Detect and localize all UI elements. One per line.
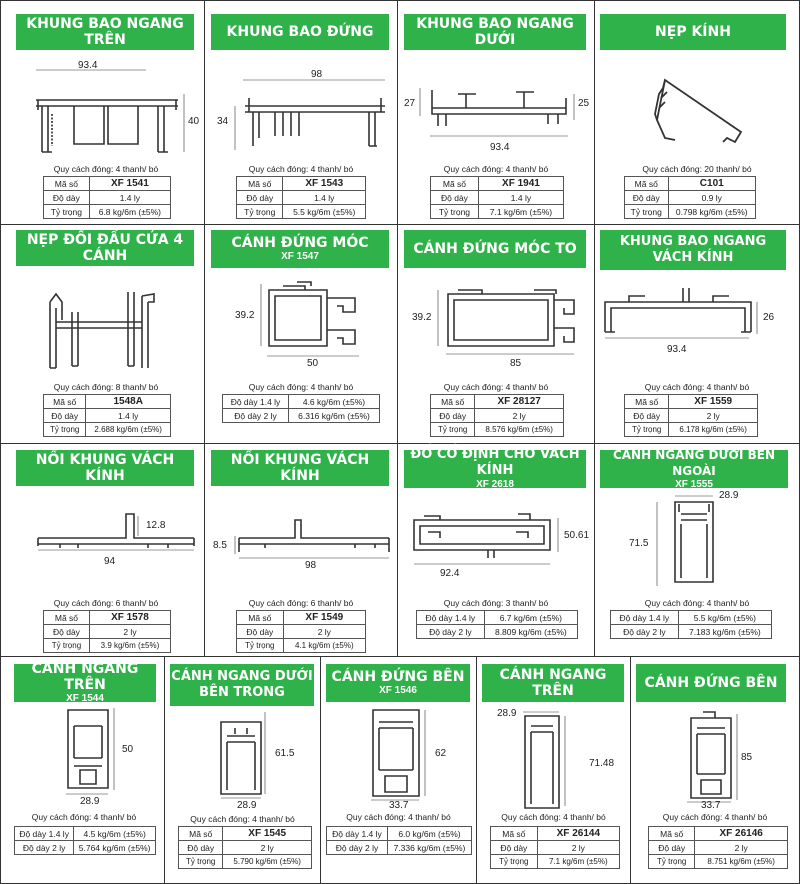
packing-spec: Quy cách đóng: 4 thanh/ bó [248, 382, 354, 392]
dim-label: 27 [404, 98, 416, 109]
product-title: CÁNH ĐỨNG MÓC TO [404, 230, 586, 268]
label: Độ dày [431, 191, 479, 205]
thickness: 2 ly [475, 409, 564, 423]
density: 7.183 kg/6m (±5%) [678, 625, 771, 639]
profile-drawing [595, 58, 799, 162]
dim-label: 93.4 [78, 60, 98, 71]
profile-drawing [398, 272, 594, 378]
density: 2.688 kg/6m (±5%) [86, 423, 171, 437]
code: XF 1541 [89, 177, 170, 191]
spec-table [178, 826, 312, 869]
product-title: KHUNG BAO NGANG DƯỚI [404, 14, 586, 50]
label: Mã số [625, 395, 669, 409]
label: Tỷ trọng [431, 423, 475, 437]
thickness: 2 ly [537, 841, 619, 855]
label: Tỷ trọng [649, 855, 695, 869]
product-title: NẸP ĐỐI ĐẦU CỬA 4 CÁNH [16, 230, 194, 266]
code: XF 26144 [537, 827, 619, 841]
density: 3.9 kg/6m (±5%) [89, 639, 170, 653]
product-code-sub: XF 1555 [675, 479, 713, 490]
code: C101 [668, 177, 755, 191]
label: Độ dày [44, 625, 90, 639]
label: Mã số [237, 177, 283, 191]
product-code-sub: XF 1547 [281, 251, 319, 262]
label: Độ dày [44, 191, 90, 205]
thickness: 0.9 ly [668, 191, 755, 205]
dim-label: 39.2 [412, 312, 432, 323]
dim-label: 33.7 [389, 800, 409, 808]
label: Độ dày [237, 625, 284, 639]
density: 6.0 kg/6m (±5%) [387, 827, 471, 841]
label: Tỷ trọng [44, 205, 90, 219]
thickness: 2 ly [283, 625, 365, 639]
dim-label: 50.61 [564, 530, 590, 541]
label: Độ dày 1.4 ly [223, 395, 289, 409]
packing-spec: Quy cách đóng: 6 thanh/ bó [248, 598, 354, 608]
dim-label: 85 [510, 358, 522, 369]
thickness: 2 ly [695, 841, 788, 855]
label: Tỷ trọng [179, 855, 223, 869]
density: 5.5 kg/6m (±5%) [678, 611, 771, 625]
product-title: KHUNG BAO NGANG VÁCH KÍNH [600, 230, 786, 270]
label: Mã số [625, 177, 669, 191]
profile-drawing [595, 490, 799, 594]
label: Độ dày [237, 191, 283, 205]
profile-drawing [321, 704, 476, 808]
label: Tỷ trọng [44, 639, 90, 653]
packing-spec: Quy cách đóng: 4 thanh/ bó [644, 598, 750, 608]
packing-spec: Quy cách đóng: 20 thanh/ bó [642, 164, 752, 174]
profile-drawing [477, 704, 630, 810]
code: XF 1549 [283, 611, 365, 625]
density: 6.7 kg/6m (±5%) [484, 611, 577, 625]
label: Mã số [431, 395, 475, 409]
density: 7.1 kg/6m (±5%) [537, 855, 619, 869]
density: 4.6 kg/6m (±5%) [289, 395, 380, 409]
dim-label: 93.4 [490, 142, 510, 153]
density: 0.798 kg/6m (±5%) [668, 205, 755, 219]
packing-spec: Quy cách đóng: 4 thanh/ bó [53, 164, 159, 174]
spec-table [326, 826, 472, 855]
profile-drawing [165, 708, 320, 808]
density: 5.5 kg/6m (±5%) [283, 205, 366, 219]
label: Tỷ trọng [44, 423, 86, 437]
label: Mã số [491, 827, 538, 841]
dim-label: 39.2 [235, 310, 255, 321]
label: Tỷ trọng [491, 855, 538, 869]
dim-label: 28.9 [497, 708, 517, 719]
packing-spec: Quy cách đóng: 4 thanh/ bó [501, 812, 606, 822]
product-title: CÁNH ĐỨNG BÊN XF 1546 [326, 664, 470, 702]
label: Độ dày 1.4 ly [417, 611, 485, 625]
spec-table [14, 826, 156, 855]
label: Độ dày 2 ly [223, 409, 289, 423]
profile-drawing [631, 704, 799, 808]
thickness: 2 ly [89, 625, 170, 639]
label: Độ dày [44, 409, 86, 423]
product-title: NỐI KHUNG VÁCH KÍNH [211, 450, 389, 486]
dim-label: 61.5 [275, 748, 295, 759]
product-code-sub: XF 1544 [66, 693, 104, 704]
code: XF 1578 [89, 611, 170, 625]
code: XF 1941 [478, 177, 563, 191]
profile-drawing [205, 492, 397, 592]
dim-label: 71.48 [589, 758, 615, 769]
thickness: 1.4 ly [478, 191, 563, 205]
spec-table [43, 610, 171, 653]
product-title: CÁNH ĐỨNG MÓC XF 1547 [211, 230, 389, 268]
density: 4.5 kg/6m (±5%) [74, 827, 156, 841]
label: Tỷ trọng [625, 205, 669, 219]
packing-spec: Quy cách đóng: 3 thanh/ bó [443, 598, 549, 608]
label: Độ dày 2 ly [417, 625, 485, 639]
code: XF 1559 [669, 395, 758, 409]
packing-spec: Quy cách đóng: 4 thanh/ bó [31, 812, 137, 822]
code: XF 1543 [283, 177, 366, 191]
code: XF 1545 [223, 827, 312, 841]
spec-table [222, 394, 380, 423]
product-title: NẸP KÍNH [600, 14, 786, 50]
spec-table [624, 176, 756, 219]
product-title: CÁNH NGANG TRÊN XF 1544 [14, 664, 156, 702]
spec-table [430, 176, 564, 219]
code: 1548A [86, 395, 171, 409]
label: Độ dày 2 ly [611, 625, 679, 639]
density: 4.1 kg/6m (±5%) [283, 639, 365, 653]
packing-spec: Quy cách đóng: 4 thanh/ bó [346, 812, 451, 822]
label: Mã số [649, 827, 695, 841]
density: 6.178 kg/6m (±5%) [669, 423, 758, 437]
profile-drawing [398, 58, 594, 162]
product-title: NỐI KHUNG VÁCH KÍNH [16, 450, 194, 486]
thickness: 2 ly [669, 409, 758, 423]
product-code-sub: XF 2618 [476, 479, 514, 490]
label: Mã số [179, 827, 223, 841]
label: Mã số [44, 177, 90, 191]
product-title: CÁNH ĐỨNG BÊN [636, 664, 786, 702]
label: Tỷ trọng [237, 639, 284, 653]
packing-spec: Quy cách đóng: 4 thanh/ bó [443, 164, 549, 174]
thickness: 1.4 ly [283, 191, 366, 205]
label: Tỷ trọng [625, 423, 669, 437]
label: Độ dày 1.4 ly [327, 827, 388, 841]
dim-label: 8.5 [213, 540, 227, 551]
label: Mã số [44, 395, 86, 409]
dim-label: 62 [435, 748, 447, 759]
label: Mã số [431, 177, 479, 191]
dim-label: 94 [104, 556, 116, 567]
density: 8.751 kg/6m (±5%) [695, 855, 788, 869]
label: Độ dày [625, 409, 669, 423]
profile-drawing [205, 58, 397, 162]
density: 6.316 kg/6m (±5%) [289, 409, 380, 423]
dim-label: 92.4 [440, 568, 460, 579]
packing-spec: Quy cách đóng: 4 thanh/ bó [443, 382, 549, 392]
label: Độ dày 1.4 ly [15, 827, 74, 841]
profile-drawing [8, 492, 204, 592]
dim-label: 34 [217, 116, 229, 127]
dim-label: 40 [188, 116, 200, 127]
spec-table [236, 176, 366, 219]
product-title: ĐỐ CỐ ĐỊNH CHO VÁCH KÍNH XF 2618 [404, 450, 586, 488]
dim-label: 12.8 [146, 520, 166, 531]
product-code-sub: XF 1546 [379, 685, 417, 696]
dim-label: 98 [311, 69, 323, 80]
spec-table [43, 394, 171, 437]
packing-spec: Quy cách đóng: 8 thanh/ bó [53, 382, 159, 392]
packing-spec: Quy cách đóng: 4 thanh/ bó [662, 812, 768, 822]
label: Tỷ trọng [431, 205, 479, 219]
spec-table [490, 826, 620, 869]
label: Tỷ trọng [237, 205, 283, 219]
density: 6.8 kg/6m (±5%) [89, 205, 170, 219]
profile-drawing [4, 704, 164, 804]
product-title: CÁNH NGANG DƯỚI BÊN TRONG [170, 664, 314, 706]
spec-table [648, 826, 788, 869]
dim-label: 28.9 [237, 800, 257, 808]
product-title: CÁNH NGANG DƯỚI BÊN NGOÀI XF 1555 [600, 450, 788, 488]
spec-table [43, 176, 171, 219]
dim-label: 28.9 [719, 490, 739, 501]
spec-table [416, 610, 578, 639]
profile-drawing [205, 272, 397, 378]
density: 8.576 kg/6m (±5%) [475, 423, 564, 437]
density: 5.764 kg/6m (±5%) [74, 841, 156, 855]
label: Độ dày [491, 841, 538, 855]
profile-drawing [595, 272, 799, 378]
dim-label: 71.5 [629, 538, 649, 549]
label: Mã số [237, 611, 284, 625]
label: Mã số [44, 611, 90, 625]
dim-label: 33.7 [701, 800, 721, 808]
profile-drawing [398, 492, 594, 592]
spec-table [610, 610, 772, 639]
density: 8.809 kg/6m (±5%) [484, 625, 577, 639]
dim-label: 25 [578, 98, 590, 109]
density: 7.1 kg/6m (±5%) [478, 205, 563, 219]
dim-label: 28.9 [80, 796, 100, 804]
packing-spec: Quy cách đóng: 6 thanh/ bó [53, 598, 159, 608]
label: Độ dày 1.4 ly [611, 611, 679, 625]
profile-drawing [8, 58, 204, 162]
packing-spec: Quy cách đóng: 4 thanh/ bó [190, 814, 295, 824]
packing-spec: Quy cách đóng: 4 thanh/ bó [248, 164, 354, 174]
dim-label: 26 [763, 312, 775, 323]
density: 7.336 kg/6m (±5%) [387, 841, 471, 855]
dim-label: 98 [305, 560, 317, 571]
label: Độ dày [625, 191, 669, 205]
spec-table [236, 610, 366, 653]
dim-label: 85 [741, 752, 753, 763]
spec-table [624, 394, 758, 437]
label: Độ dày 2 ly [15, 841, 74, 855]
spec-table [430, 394, 564, 437]
label: Độ dày 2 ly [327, 841, 388, 855]
dim-label: 93.4 [667, 344, 687, 355]
label: Độ dày [431, 409, 475, 423]
profile-drawing [8, 272, 204, 378]
label: Độ dày [179, 841, 223, 855]
dim-label: 50 [122, 744, 134, 755]
label: Độ dày [649, 841, 695, 855]
dim-label: 50 [307, 358, 319, 369]
product-title: KHUNG BAO NGANG TRÊN [16, 14, 194, 50]
density: 5.790 kg/6m (±5%) [223, 855, 312, 869]
code: XF 26146 [695, 827, 788, 841]
thickness: 1.4 ly [89, 191, 170, 205]
product-title: CÁNH NGANG TRÊN [482, 664, 624, 702]
thickness: 1.4 ly [86, 409, 171, 423]
product-title: KHUNG BAO ĐỨNG [211, 14, 389, 50]
code: XF 28127 [475, 395, 564, 409]
packing-spec: Quy cách đóng: 4 thanh/ bó [644, 382, 750, 392]
thickness: 2 ly [223, 841, 312, 855]
